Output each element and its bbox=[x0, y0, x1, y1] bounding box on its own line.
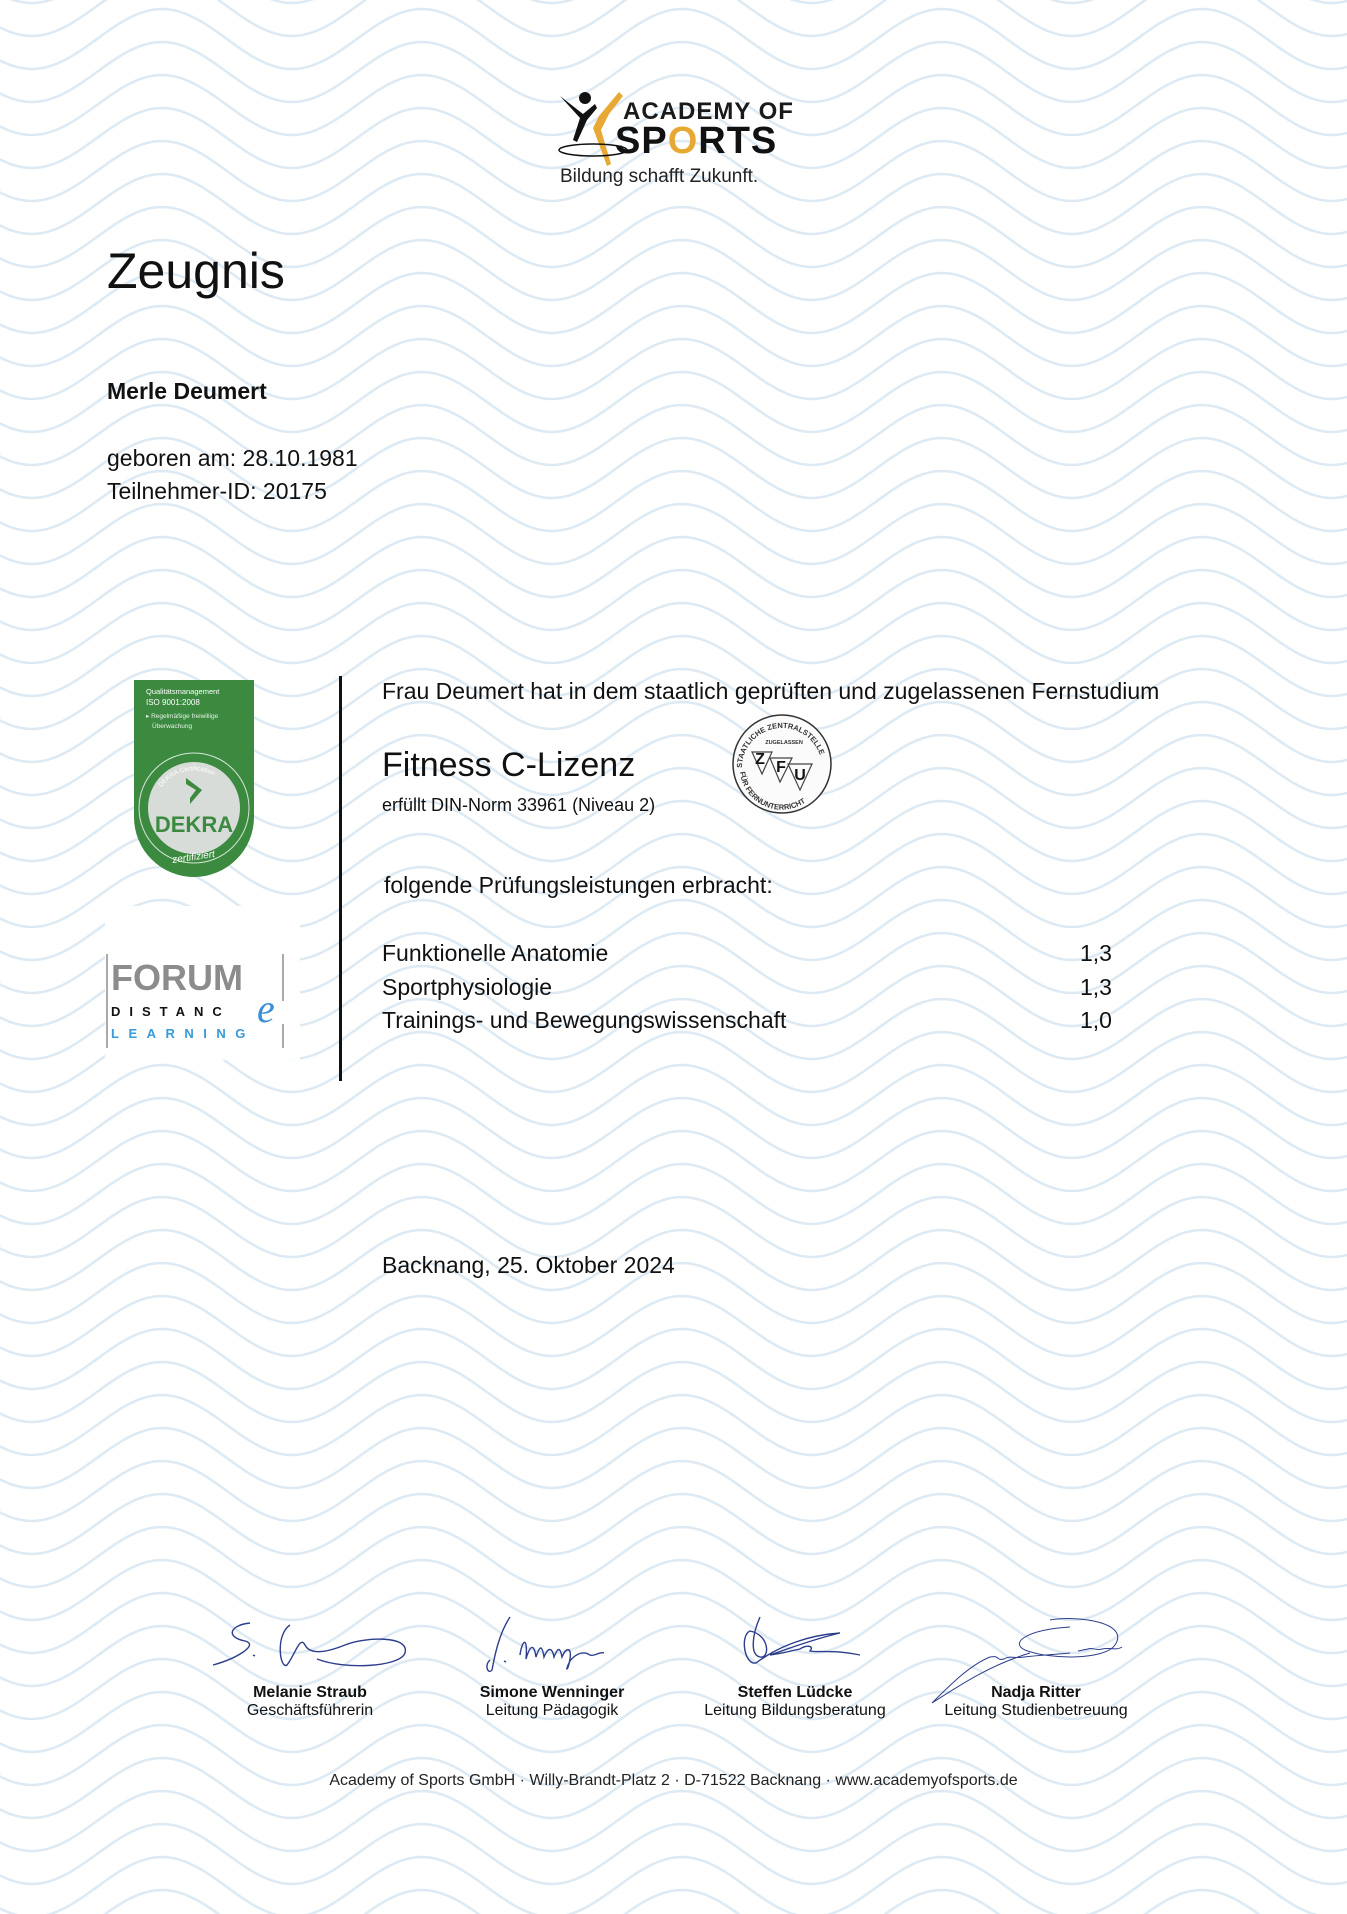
signature-wenninger bbox=[480, 1615, 630, 1675]
svg-text:▸ Regelmäßige freiwillige: ▸ Regelmäßige freiwillige bbox=[146, 713, 219, 720]
logo-line1: ACADEMY OF bbox=[623, 98, 794, 125]
wave-line bbox=[0, 1362, 1347, 1422]
place-and-date: Backnang, 25. Oktober 2024 bbox=[382, 1252, 675, 1278]
signature-luedcke bbox=[730, 1615, 870, 1675]
signatory-block bbox=[675, 1684, 915, 1720]
wave-line bbox=[0, 9, 1347, 69]
wave-line bbox=[0, 1131, 1347, 1191]
svg-text:DISTANC: DISTANC bbox=[111, 1004, 231, 1019]
wave-line bbox=[0, 1890, 1347, 1914]
wave-line bbox=[0, 1494, 1347, 1554]
subject-grade: 1,3 bbox=[1080, 940, 1112, 966]
wave-line bbox=[0, 1329, 1347, 1389]
signatory-name: Steffen Lüdcke bbox=[737, 1684, 853, 1701]
svg-text:e: e bbox=[257, 986, 275, 1031]
wave-line bbox=[0, 1197, 1347, 1257]
wave-line bbox=[0, 306, 1347, 366]
svg-text:Z: Z bbox=[755, 751, 765, 768]
din-norm-text: erfüllt DIN-Norm 33961 (Niveau 2) bbox=[382, 795, 656, 815]
svg-text:Überwachung: Überwachung bbox=[152, 723, 193, 730]
footer-address: Academy of Sports GmbH · Willy-Brandt-Platz 2 · D-71522 Backnang · www.academyofsports.de bbox=[329, 1772, 1018, 1789]
vertical-divider bbox=[339, 676, 342, 1081]
intro-text: Frau Deumert hat in dem staatlich geprüften und zugelassenen Fernstudium bbox=[382, 678, 1160, 704]
signature-straub bbox=[205, 1615, 415, 1675]
wave-line bbox=[0, 1098, 1347, 1158]
dekra-badge-icon bbox=[134, 680, 254, 877]
signatory-block bbox=[432, 1684, 672, 1720]
birth-date: geboren am: 28.10.1981 bbox=[107, 445, 358, 471]
svg-text:STAATLICHE ZENTRALSTELLE: STAATLICHE ZENTRALSTELLE bbox=[734, 720, 827, 769]
wave-line bbox=[0, 1461, 1347, 1521]
svg-text:DEKRA: DEKRA bbox=[154, 812, 234, 837]
subject-name: Trainings- und Bewegungswissenschaft bbox=[382, 1007, 787, 1033]
svg-text:DEKRA Certification: DEKRA Certification bbox=[157, 765, 216, 789]
signatory-role: Leitung Pädagogik bbox=[485, 1702, 619, 1719]
wave-line bbox=[0, 1824, 1347, 1884]
signatory-name: Simone Wenninger bbox=[479, 1684, 625, 1701]
wave-line bbox=[0, 0, 1347, 36]
wave-line bbox=[0, 537, 1347, 597]
wave-line bbox=[0, 1164, 1347, 1224]
subject-grade: 1,3 bbox=[1080, 974, 1112, 1000]
subject-name: Sportphysiologie bbox=[382, 974, 553, 1000]
course-title: Fitness C-Lizenz bbox=[382, 746, 636, 784]
svg-text:ZUGELASSEN: ZUGELASSEN bbox=[765, 740, 803, 746]
signatory-role: Leitung Bildungsberatung bbox=[704, 1702, 886, 1719]
svg-text:U: U bbox=[794, 767, 806, 784]
wave-line bbox=[0, 1065, 1347, 1125]
signatory-block bbox=[190, 1684, 430, 1720]
subject-name: Funktionelle Anatomie bbox=[382, 940, 609, 966]
document-title: Zeugnis bbox=[107, 243, 285, 299]
student-name: Merle Deumert bbox=[107, 378, 267, 404]
signatory-name: Melanie Straub bbox=[253, 1684, 367, 1701]
performance-heading: folgende Prüfungsleistungen erbracht: bbox=[384, 872, 773, 898]
svg-text:F: F bbox=[776, 759, 786, 776]
wave-line bbox=[0, 1395, 1347, 1455]
signatory-role: Geschäftsführerin bbox=[246, 1702, 374, 1719]
wave-line bbox=[0, 603, 1347, 663]
signatory-role: Leitung Studienbetreuung bbox=[944, 1702, 1128, 1719]
svg-text:FORUM: FORUM bbox=[111, 957, 243, 998]
logo-line2: SPORTS bbox=[615, 120, 778, 162]
wave-line bbox=[0, 1593, 1347, 1653]
academy-of-sports-logo bbox=[555, 88, 795, 198]
participant-id: Teilnehmer-ID: 20175 bbox=[107, 478, 327, 504]
zfu-seal-icon bbox=[730, 712, 834, 816]
wave-line bbox=[0, 1857, 1347, 1914]
wave-line bbox=[0, 1428, 1347, 1488]
logo-tagline: Bildung schafft Zukunft. bbox=[560, 166, 759, 187]
wave-line bbox=[0, 1626, 1347, 1686]
wave-line bbox=[0, 1791, 1347, 1851]
svg-text:Qualitätsmanagement: Qualitätsmanagement bbox=[146, 687, 220, 696]
signatory-block bbox=[916, 1684, 1156, 1720]
forum-distance-learning-logo bbox=[105, 906, 300, 1060]
wave-line bbox=[0, 1296, 1347, 1356]
svg-text:ISO 9001:2008: ISO 9001:2008 bbox=[146, 698, 200, 707]
wave-line bbox=[0, 504, 1347, 564]
wave-line bbox=[0, 1527, 1347, 1587]
svg-text:LEARNING: LEARNING bbox=[111, 1026, 255, 1041]
svg-text:zertifiziert: zertifiziert bbox=[171, 849, 216, 866]
wave-line bbox=[0, 570, 1347, 630]
subject-grade: 1,0 bbox=[1080, 1007, 1112, 1033]
signatory-name: Nadja Ritter bbox=[991, 1684, 1081, 1701]
svg-text:FÜR FERNUNTERRICHT: FÜR FERNUNTERRICHT bbox=[737, 770, 807, 812]
wave-line bbox=[0, 1560, 1347, 1620]
